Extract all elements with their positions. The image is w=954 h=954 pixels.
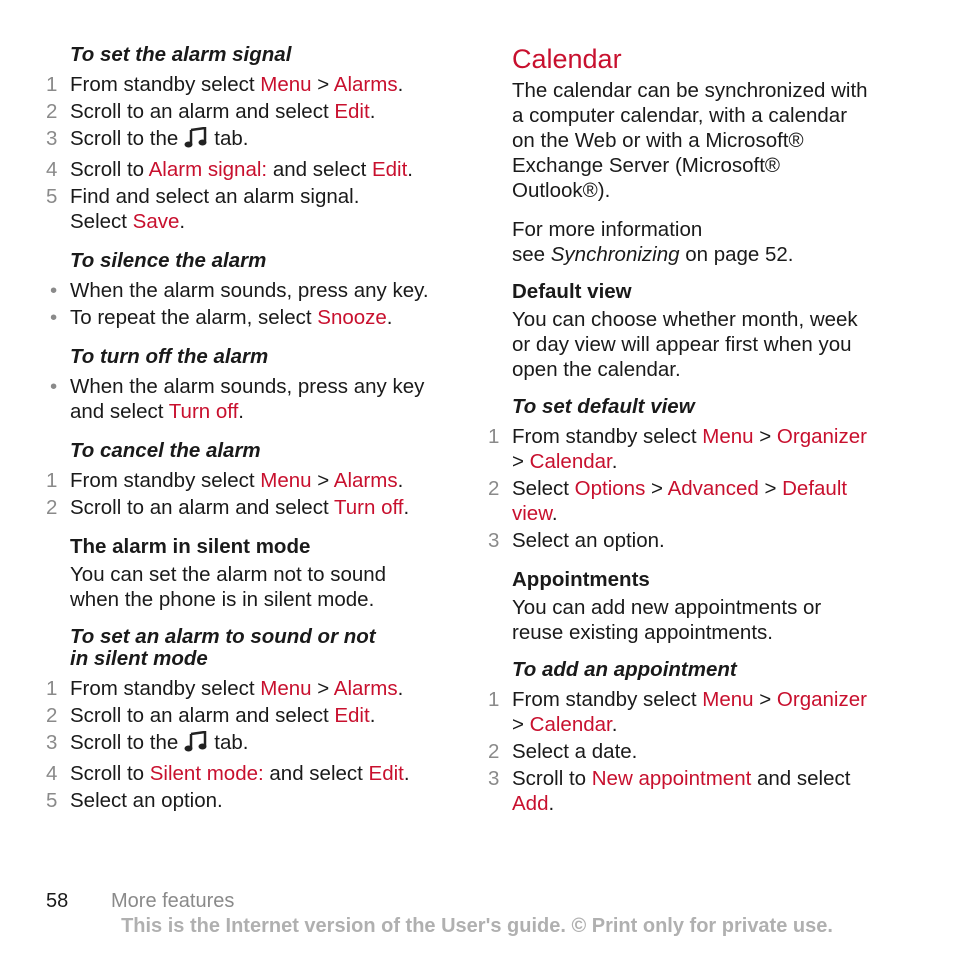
snooze-link: Snooze	[317, 306, 387, 329]
organizer-link: Organizer	[776, 688, 867, 711]
heading-silent-mode: The alarm in silent mode	[70, 535, 311, 558]
bullet-icon: •	[50, 375, 58, 398]
menu-link: Menu	[702, 425, 754, 448]
calendar-link: Calendar	[529, 713, 612, 736]
organizer-link: Organizer	[776, 425, 867, 448]
step: 2 Scroll to an alarm and select Edit.	[46, 100, 376, 123]
step: 2 Scroll to an alarm and select Turn off.	[46, 496, 410, 519]
heading-turn-off-alarm: To turn off the alarm	[70, 345, 269, 368]
step: 5 Find and select an alarm signal. Select Save.	[46, 185, 360, 233]
bullet-item: • When the alarm sounds, press any key.	[50, 279, 429, 302]
right-column	[488, 44, 908, 818]
heading-silence-alarm: To silence the alarm	[70, 249, 267, 272]
alarm-signal-link: Alarm signal:	[148, 158, 268, 181]
heading-add-appointment: To add an appointment	[512, 658, 737, 681]
step: 3 Select an option.	[488, 529, 665, 552]
step: 1 From standby select Menu > Organizer > Calendar.	[488, 425, 867, 473]
step: 2 Select Options > Advanced > Default view.	[488, 477, 848, 525]
paragraph: You can add new appointments or reuse existing appointments.	[512, 596, 822, 644]
step: 1 From standby select Menu > Alarms.	[46, 73, 404, 96]
heading-default-view: Default view	[512, 280, 632, 303]
bullet-item: • When the alarm sounds, press any key and select Turn off.	[50, 375, 425, 423]
music-note-icon	[184, 127, 208, 155]
bullet-icon: •	[50, 279, 58, 302]
menu-link: Menu	[260, 469, 312, 492]
heading-set-alarm-signal: To set the alarm signal	[70, 43, 292, 66]
advanced-link: Advanced	[667, 477, 759, 500]
edit-link: Edit	[368, 762, 404, 785]
step: 1 From standby select Menu > Organizer > Calendar.	[488, 688, 867, 736]
silent-mode-link: Silent mode:	[149, 762, 264, 785]
left-column	[46, 44, 456, 815]
section-name: More features	[111, 890, 235, 912]
paragraph: You can set the alarm not to sound when the phone is in silent mode.	[70, 563, 387, 611]
menu-link: Menu	[702, 688, 754, 711]
bullet-item: • To repeat the alarm, select Snooze.	[50, 306, 393, 329]
options-link: Options	[574, 477, 646, 500]
cross-reference: Synchronizing	[550, 243, 680, 266]
step: 4 Scroll to Alarm signal: and select Edit.	[46, 158, 413, 181]
step: 3 Scroll to the tab.	[46, 730, 456, 759]
menu-link: Menu	[260, 73, 312, 96]
alarms-link: Alarms	[333, 677, 398, 700]
edit-link: Edit	[371, 158, 408, 181]
calendar-link: Calendar	[529, 450, 612, 473]
alarms-link: Alarms	[333, 73, 398, 96]
paragraph: You can choose whether month, week or day view will appear first when you open the calendar.	[512, 308, 858, 381]
section-title-calendar: Calendar	[512, 44, 622, 74]
step: 2 Scroll to an alarm and select Edit.	[46, 704, 376, 727]
step: 1 From standby select Menu > Alarms.	[46, 677, 404, 700]
heading-set-default-view: To set default view	[512, 395, 695, 418]
heading-appointments: Appointments	[512, 568, 650, 591]
alarms-link: Alarms	[333, 469, 398, 492]
page-number: 58	[46, 890, 69, 912]
step: 5 Select an option.	[46, 789, 223, 812]
new-appointment-link: New appointment	[591, 767, 752, 790]
footer-notice: This is the Internet version of the User's guide. © Print only for private use.	[121, 915, 833, 937]
step: 1 From standby select Menu > Alarms.	[46, 469, 404, 492]
music-note-icon	[184, 731, 208, 759]
heading-sound-silent: To set an alarm to sound or not in silent mode	[70, 625, 376, 670]
step: 4 Scroll to Silent mode: and select Edit.	[46, 762, 410, 785]
paragraph: The calendar can be synchronized with a computer calendar, with a calendar on the Web or with a Microsoft® Exchange Server (Microsoft® Outlook®).	[512, 79, 868, 202]
bullet-icon: •	[50, 306, 58, 329]
view-link: view	[512, 502, 552, 525]
paragraph: For more information see Synchronizing on page 52.	[512, 218, 794, 266]
step: 3 Scroll to the tab.	[46, 126, 456, 155]
step: 3 Scroll to New appointment and select Add.	[488, 767, 851, 815]
heading-cancel-alarm: To cancel the alarm	[70, 439, 261, 462]
edit-link: Edit	[334, 100, 370, 123]
edit-link: Edit	[334, 704, 370, 727]
save-link: Save	[132, 210, 180, 233]
turn-off-link: Turn off	[168, 400, 239, 423]
turn-off-link: Turn off	[333, 496, 404, 519]
step: 2 Select a date.	[488, 740, 638, 763]
menu-link: Menu	[260, 677, 312, 700]
default-link: Default	[782, 477, 848, 500]
add-link: Add	[512, 792, 549, 815]
